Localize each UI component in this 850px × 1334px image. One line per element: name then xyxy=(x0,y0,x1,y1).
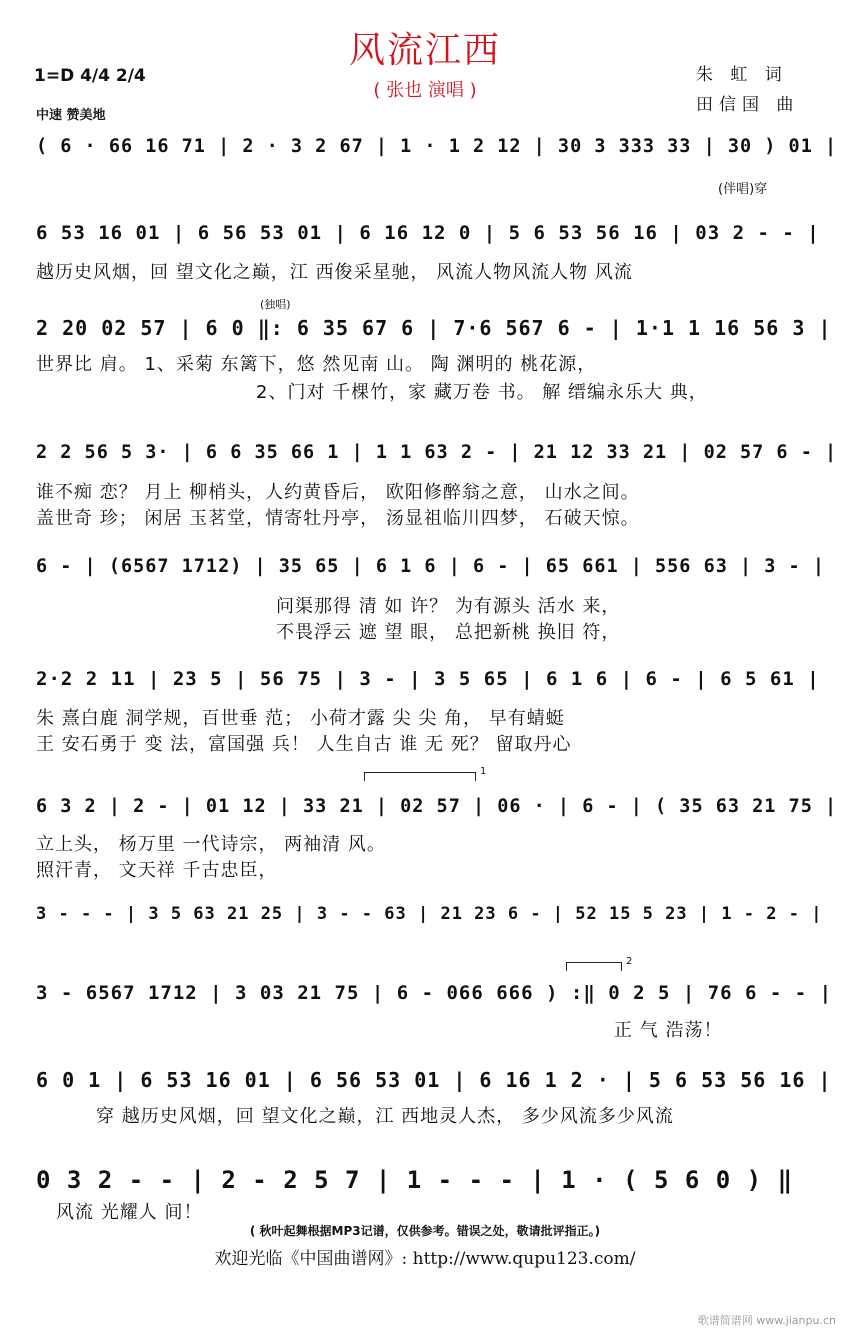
lyric-line: 照汗青， 文天祥 千古忠臣， xyxy=(36,860,278,881)
site-welcome: 欢迎光临《中国曲谱网》: http://www.qupu123.com/ xyxy=(214,1249,636,1269)
notation-line: ( 6 · 66 16 71 | 2 · 3 2 67 | 1 · 1 2 12 | 30 3 333 33 | 30 ) 01 | xyxy=(36,136,838,157)
composer: 田信国 曲 xyxy=(696,95,800,115)
solo-label: (独唱) xyxy=(260,298,291,311)
notation-line: 2·2 2 11 | 23 5 | 56 75 | 3 - | 3 5 65 | 6 1 6 | 6 - | 6 5 61 | xyxy=(36,668,820,690)
lyric-line: 问渠那得 清 如 许？ 为有源头 活水 来， xyxy=(276,596,621,617)
lyric-line: 世界比 肩。 1、采菊 东篱下，悠 然见南 山。 陶 渊明的 桃花源， xyxy=(36,354,597,375)
lyric-line: 不畏浮云 遮 望 眼， 总把新桃 换旧 符， xyxy=(276,622,621,643)
notation-line: 6 3 2 | 2 - | 01 12 | 33 21 | 02 57 | 06 · | 6 - | ( 35 63 21 75 | xyxy=(36,796,838,817)
lyric-line: 王 安石勇于 变 法，富国强 兵！ 人生自古 谁 无 死？ 留取丹心 xyxy=(36,734,572,755)
lyric-line: 立上头， 杨万里 一代诗宗， 两袖清 风。 xyxy=(36,834,386,855)
performer: ( 张也 演唱 ) xyxy=(373,80,477,101)
lyric-line: 谁不痴 恋？ 月上 柳梢头，人约黄昏后， 欧阳修醉翁之意， 山水之间。 xyxy=(36,482,640,503)
accompany-label: (伴唱)穿 xyxy=(718,182,768,197)
watermark: 歌谱简谱网 www.jianpu.cn xyxy=(697,1314,836,1327)
lyricist: 朱 虹 词 xyxy=(696,65,788,85)
tempo-marking: 中速 赞美地 xyxy=(36,108,106,123)
notation-line: 0 3 2 - - | 2 - 2 5 7 | 1 - - - | 1 · ( 5 6 0 ) ‖ xyxy=(36,1166,794,1194)
volta-bracket-2 xyxy=(566,962,622,963)
notation-line: 6 0 1 | 6 53 16 01 | 6 56 53 01 | 6 16 1 2 · | 5 6 53 56 16 | xyxy=(36,1068,832,1092)
transcription-note: ( 秋叶起舞根据MP3记谱，仅供参考。错误之处，敬请批评指正。) xyxy=(249,1224,601,1238)
volta-number: 1 xyxy=(480,766,487,777)
volta-bracket-1 xyxy=(364,772,476,773)
song-title: 风流江西 xyxy=(348,30,501,71)
lyric-line: 2、门对 千棵竹，家 藏万卷 书。 解 缙编永乐大 典， xyxy=(256,382,708,403)
notation-line: 6 53 16 01 | 6 56 53 01 | 6 16 12 0 | 5 6 53 56 16 | 03 2 - - | xyxy=(36,222,820,244)
volta-number: 2 xyxy=(626,956,633,967)
lyric-line: 正 气 浩荡！ xyxy=(614,1020,723,1041)
notation-line: 3 - 6567 1712 | 3 03 21 75 | 6 - 066 666 ) :‖ 0 2 5 | 76 6 - - | xyxy=(36,982,833,1004)
lyric-line: 穿 越历史风烟，回 望文化之巅，江 西地灵人杰， 多少风流多少风流 xyxy=(96,1106,674,1127)
key-signature: 1=D 4/4 2/4 xyxy=(34,66,146,86)
notation-line: 2 2 56 5 3· | 6 6 35 66 1 | 1 1 63 2 - | 21 12 33 21 | 02 57 6 - | xyxy=(36,442,838,463)
lyric-line: 盖世奇 珍； 闲居 玉茗堂，情寄牡丹亭， 汤显祖临川四梦， 石破天惊。 xyxy=(36,508,640,529)
notation-line: 6 - | (6567 1712) | 35 65 | 6 1 6 | 6 - | 65 661 | 556 63 | 3 - | xyxy=(36,556,825,577)
lyric-line: 朱 熹白鹿 洞学规，百世垂 范； 小荷才露 尖 尖 角， 早有蜻蜓 xyxy=(36,708,565,729)
notation-line: 2 20 02 57 | 6 0 ‖: 6 35 67 6 | 7·6 567 6 - | 1·1 1 16 56 3 | xyxy=(36,316,832,340)
lyric-line: 越历史风烟，回 望文化之巅，江 西俊采星驰， 风流人物风流人物 风流 xyxy=(36,262,633,283)
lyric-line: 风流 光耀人 间！ xyxy=(56,1202,203,1223)
notation-line: 3 - - - | 3 5 63 21 25 | 3 - - 63 | 21 23 6 - | 52 15 5 23 | 1 - 2 - | xyxy=(36,904,823,924)
